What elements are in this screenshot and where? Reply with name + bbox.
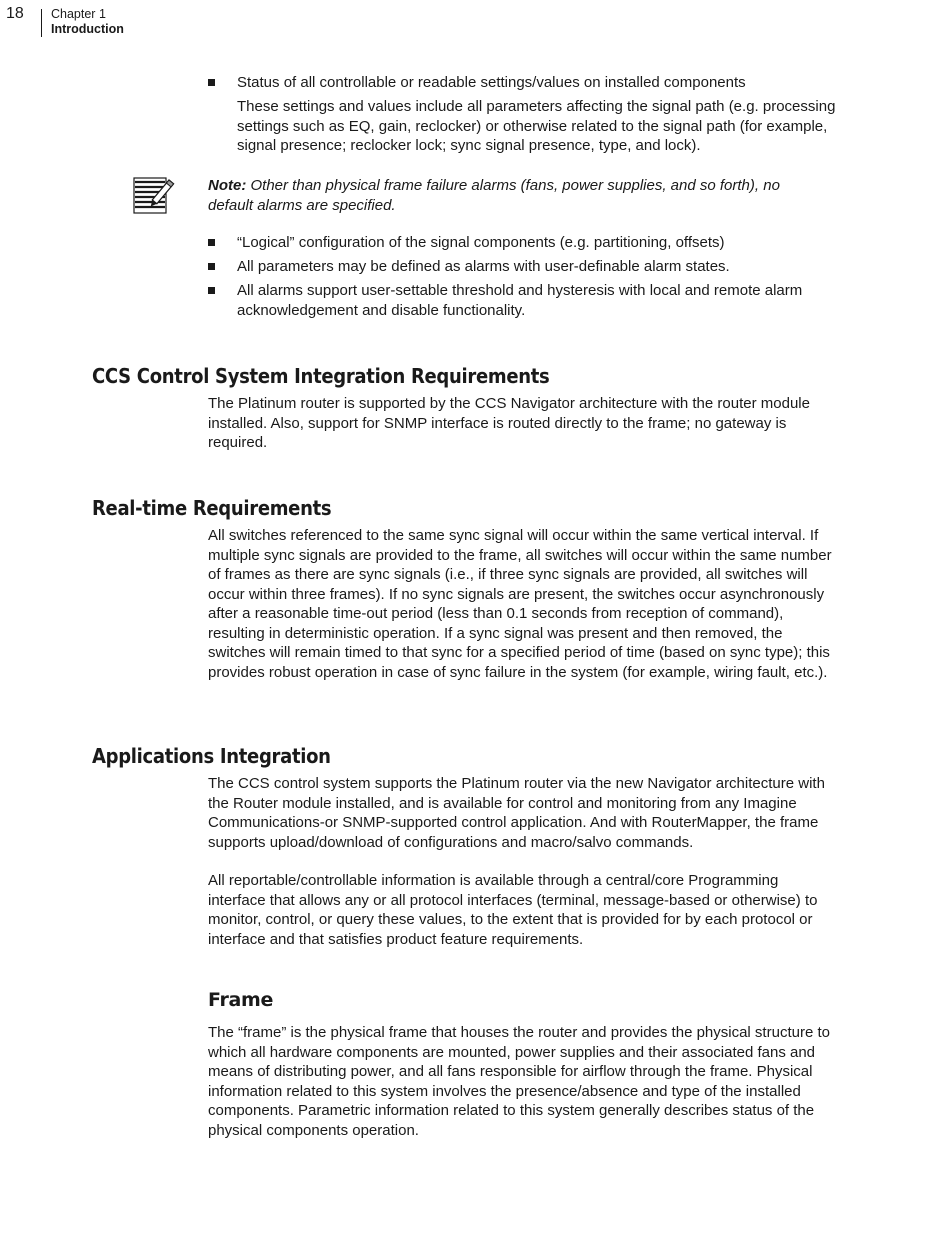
bullet-icon: [208, 263, 215, 270]
note-text: [208, 176, 828, 215]
chapter-title: Introduction: [51, 22, 124, 36]
apps-paragraph-2: All reportable/controllable information is available through a central/core Programming interface that allows any or all protocol interfaces (terminal, message-based or otherwise) to monitor, control, or query these values, to the extent that is provided for by each protocol or interface and that satisfies product feature requirements.: [208, 872, 818, 948]
section-heading-ccs: CCS Control System Integration Requirements: [92, 364, 550, 388]
list-item: [208, 233, 838, 253]
frame-paragraph: The “frame” is the physical frame that houses the router and provides the physical structure to which all hardware components are mounted, power supplies and their associated fans and means of distributing power, and all fans responsible for airflow through the frame. Physical information related to this system involves the presence/absence and type of the installed components. Parametric information related to this system generally describes status of the physical components operation.: [208, 1024, 830, 1139]
page-number: 18: [6, 5, 24, 22]
chapter-label: Chapter 1: [51, 7, 106, 21]
section-heading-apps: Applications Integration: [92, 744, 331, 768]
header-divider: [41, 9, 42, 37]
bullet-text: All alarms support user-settable threshold and hysteresis with local and remote alarm acknowledgement and disable functionality.: [237, 282, 803, 319]
bullet-detail-paragraph: These settings and values include all parameters affecting the signal path (e.g. processing settings such as EQ, gain, reclocker) or otherwise related to the signal path (for example, signal presence; reclocker lock; sync signal presence, type, and lock).: [237, 98, 836, 154]
bullet-icon: [208, 287, 215, 294]
realtime-paragraph: All switches referenced to the same sync signal will occur within the same vertical interval. If multiple sync signals are provided to the frame, all switches will occur within the same number of frames as there are sync signals (i.e., if three sync signals are provided, all switches will occur within three frames). If no sync signals are present, the switches occur asynchronously after a reasonable time-out period (less than 0.1 seconds from reception of command), resulting in deterministic operation. If a sync signal was present and then removed, the switches will remain timed to that sync for a specified period of time (based on sync type); this provides robust operation in case of sync failure in the system (for example, wiring fault, etc.).: [208, 527, 832, 681]
ccs-paragraph: The Platinum router is supported by the CCS Navigator architecture with the router module installed. Also, support for SNMP interface is routed directly to the frame; no gateway is required.: [208, 395, 810, 451]
apps-paragraph-1: The CCS control system supports the Platinum router via the new Navigator architecture with the Router module installed, and is available for control and monitoring from any Imagine Communications-or SNMP-supported control application. And with RouterMapper, the frame supports upload/download of configurations and macro/salvo commands.: [208, 775, 825, 851]
bullet-text: All parameters may be defined as alarms with user-definable alarm states.: [237, 258, 730, 275]
list-item: [208, 281, 838, 320]
note-body: Other than physical frame failure alarms (fans, power supplies, and so forth), no default alarms are specified.: [208, 177, 780, 214]
bullet-text: “Logical” configuration of the signal components (e.g. partitioning, offsets): [237, 234, 725, 251]
section-heading-realtime: Real-time Requirements: [92, 496, 332, 520]
bullet-icon: [208, 239, 215, 246]
bullet-icon: [208, 79, 215, 86]
bullet-text: Status of all controllable or readable settings/values on installed components: [237, 74, 746, 91]
note-pencil-icon: [133, 177, 183, 215]
list-item: [208, 257, 838, 277]
note-label: Note:: [208, 177, 247, 194]
section-heading-frame: Frame: [208, 989, 274, 1011]
list-item: [208, 73, 838, 93]
